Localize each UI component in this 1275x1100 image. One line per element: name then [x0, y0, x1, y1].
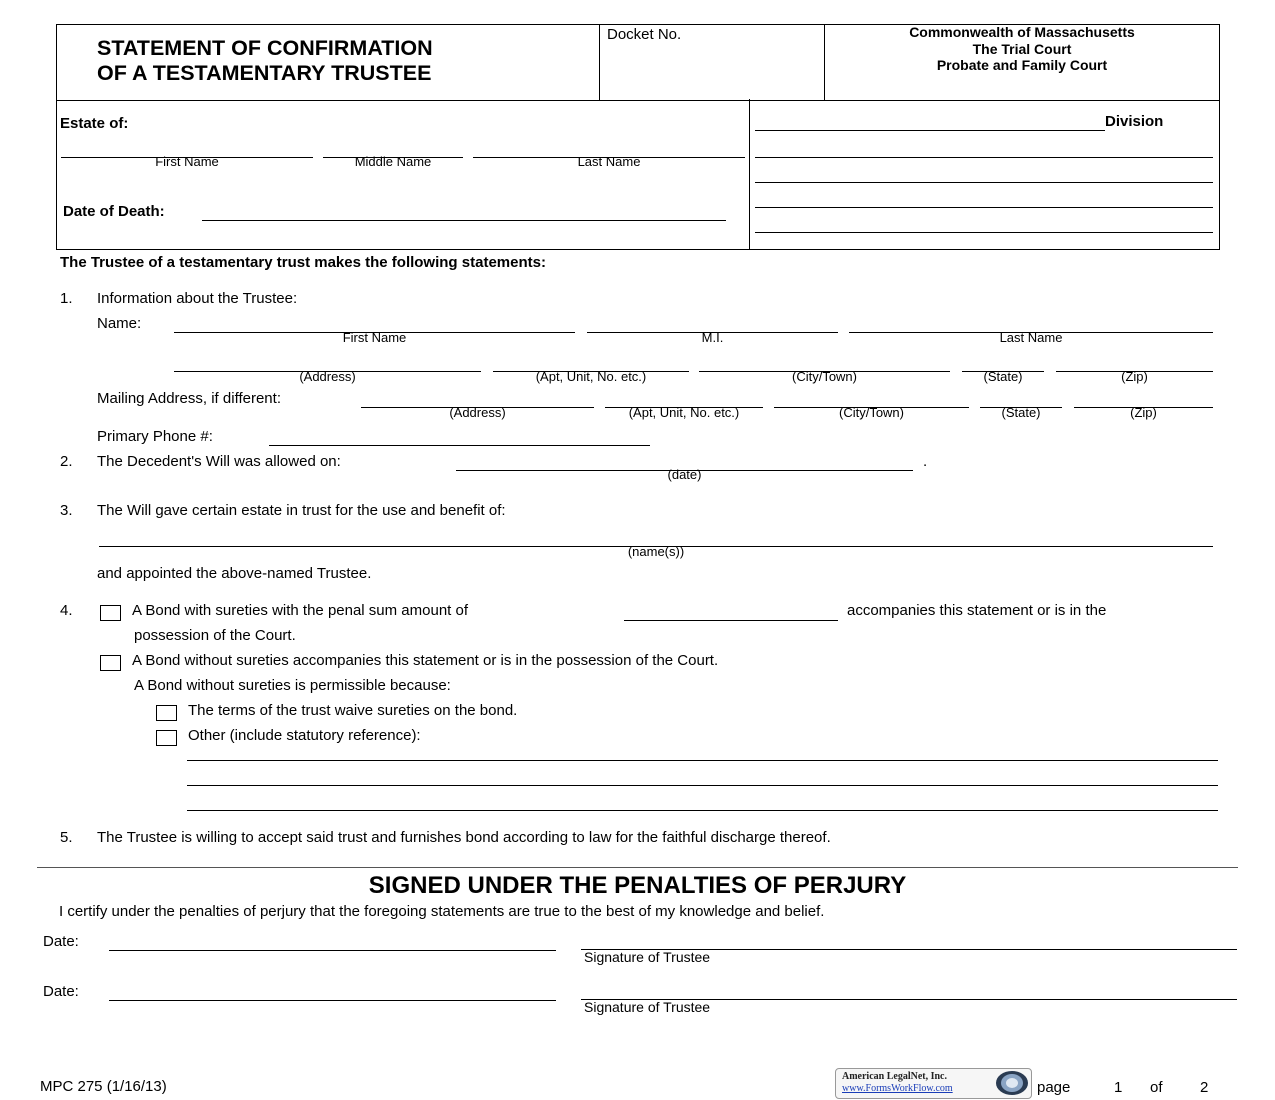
section-1-number: 1. [60, 290, 73, 307]
section-3-number: 3. [60, 502, 73, 519]
penal-sum-field[interactable] [624, 620, 838, 621]
form-title [97, 36, 433, 86]
header-divider-2 [824, 24, 825, 100]
section-2-number: 2. [60, 453, 73, 470]
legalnet-logo[interactable] [835, 1068, 1032, 1099]
other-reason-checkbox[interactable] [156, 730, 177, 746]
intro-statement: The Trustee of a testamentary trust makes the following statements: [60, 254, 546, 271]
logo-company-text: American LegalNet, Inc. [842, 1071, 947, 1082]
trust-waives-sureties-text: The terms of the trust waive sureties on the bond. [188, 702, 518, 719]
trustee-apt-caption: (Apt, Unit, No. etc.) [535, 369, 647, 384]
date-of-death-field[interactable] [202, 220, 726, 221]
beneficiary-names-caption: (name(s)) [627, 544, 685, 559]
court-address-line-1[interactable] [755, 157, 1213, 158]
court-line-3: Probate and Family Court [936, 57, 1108, 73]
mailing-city-caption: (City/Town) [838, 405, 904, 420]
date-field-1[interactable] [109, 950, 556, 951]
estate-label: Estate of: [60, 115, 129, 132]
docket-label: Docket No. [607, 26, 682, 43]
trustee-last-name-caption: Last Name [999, 330, 1063, 345]
mailing-apt-caption: (Apt, Unit, No. etc.) [628, 405, 740, 420]
date-label-1: Date: [43, 933, 79, 950]
form-id: MPC 275 (1/16/13) [40, 1078, 167, 1095]
estate-middle-name-caption: Middle Name [354, 154, 432, 169]
division-field[interactable] [755, 130, 1105, 131]
will-allowed-period: . [923, 453, 928, 470]
court-line-1: Commonwealth of Massachusetts [909, 24, 1135, 40]
bond-with-sureties-checkbox[interactable] [100, 605, 121, 621]
court-address-line-3[interactable] [755, 207, 1213, 208]
title-line-2: OF A TESTAMENTARY TRUSTEE [97, 61, 432, 85]
bond-permissible-text: A Bond without sureties is permissible because: [134, 677, 451, 694]
title-line-1: STATEMENT OF CONFIRMATION [97, 36, 433, 60]
page-number: 1 [1114, 1079, 1123, 1096]
date-of-death-label: Date of Death: [63, 203, 165, 220]
appointed-text: and appointed the above-named Trustee. [97, 565, 372, 582]
court-line-2: The Trial Court [972, 40, 1072, 57]
trustee-city-caption: (City/Town) [791, 369, 857, 384]
other-reason-line-1[interactable] [187, 760, 1218, 761]
trustee-name-label: Name: [97, 315, 142, 332]
mailing-address-label: Mailing Address, if different: [97, 390, 281, 407]
date-label-2: Date: [43, 983, 79, 1000]
bond-without-sureties-checkbox[interactable] [100, 655, 121, 671]
primary-phone-label: Primary Phone #: [97, 428, 213, 445]
mailing-address-caption: (Address) [449, 405, 506, 420]
mailing-state-caption: (State) [1001, 405, 1041, 420]
section-4-number: 4. [60, 602, 73, 619]
bond-with-sureties-text-end: possession of the Court. [134, 627, 296, 644]
signed-heading: SIGNED UNDER THE PENALTIES OF PERJURY [368, 872, 907, 899]
globe-icon [994, 1069, 1030, 1097]
perjury-certification: I certify under the penalties of perjury that the foregoing statements are true to the best of my knowledge and belief. [59, 903, 825, 920]
court-address-line-4[interactable] [755, 232, 1213, 233]
section-5-number: 5. [60, 829, 73, 846]
other-reason-line-3[interactable] [187, 810, 1218, 811]
other-reason-text: Other (include statutory reference): [188, 727, 421, 744]
will-allowed-text: The Decedent's Will was allowed on: [97, 453, 341, 470]
trustee-first-name-caption: First Name [342, 330, 407, 345]
section-1-title: Information about the Trustee: [97, 290, 298, 307]
logo-url-text: www.FormsWorkFlow.com [842, 1083, 953, 1094]
trustee-acceptance-text: The Trustee is willing to accept said trust and furnishes bond according to law for the faithful discharge thereof. [97, 829, 831, 846]
trustee-mi-caption: M.I. [701, 330, 724, 345]
bond-with-sureties-text: A Bond with sureties with the penal sum amount of [132, 602, 469, 619]
trustee-state-caption: (State) [983, 369, 1023, 384]
header-divider-1 [599, 24, 600, 100]
trust-waives-sureties-checkbox[interactable] [156, 705, 177, 721]
bond-with-sureties-text-cont: accompanies this statement or is in the [847, 602, 1107, 619]
estate-box [56, 99, 1220, 250]
mailing-zip-caption: (Zip) [1130, 405, 1157, 420]
estate-last-name-caption: Last Name [577, 154, 641, 169]
trust-benefit-text: The Will gave certain estate in trust for the use and benefit of: [97, 502, 506, 519]
will-allowed-date-caption: (date) [667, 467, 702, 482]
of-word: of [1150, 1079, 1163, 1096]
trustee-signature-caption-2: Signature of Trustee [584, 999, 711, 1015]
trustee-signature-caption-1: Signature of Trustee [584, 949, 711, 965]
date-field-2[interactable] [109, 1000, 556, 1001]
signature-separator [37, 867, 1238, 868]
trustee-address-caption: (Address) [299, 369, 356, 384]
page-total: 2 [1200, 1079, 1209, 1096]
estate-divider [749, 99, 750, 250]
other-reason-line-2[interactable] [187, 785, 1218, 786]
primary-phone-field[interactable] [269, 445, 650, 446]
bond-without-sureties-text: A Bond without sureties accompanies this statement or is in the possession of the Court. [132, 652, 719, 669]
court-address-line-2[interactable] [755, 182, 1213, 183]
division-label: Division [1105, 113, 1164, 130]
estate-first-name-caption: First Name [155, 154, 219, 169]
page-word: page [1037, 1079, 1071, 1096]
court-name [826, 24, 1218, 74]
trustee-zip-caption: (Zip) [1121, 369, 1148, 384]
